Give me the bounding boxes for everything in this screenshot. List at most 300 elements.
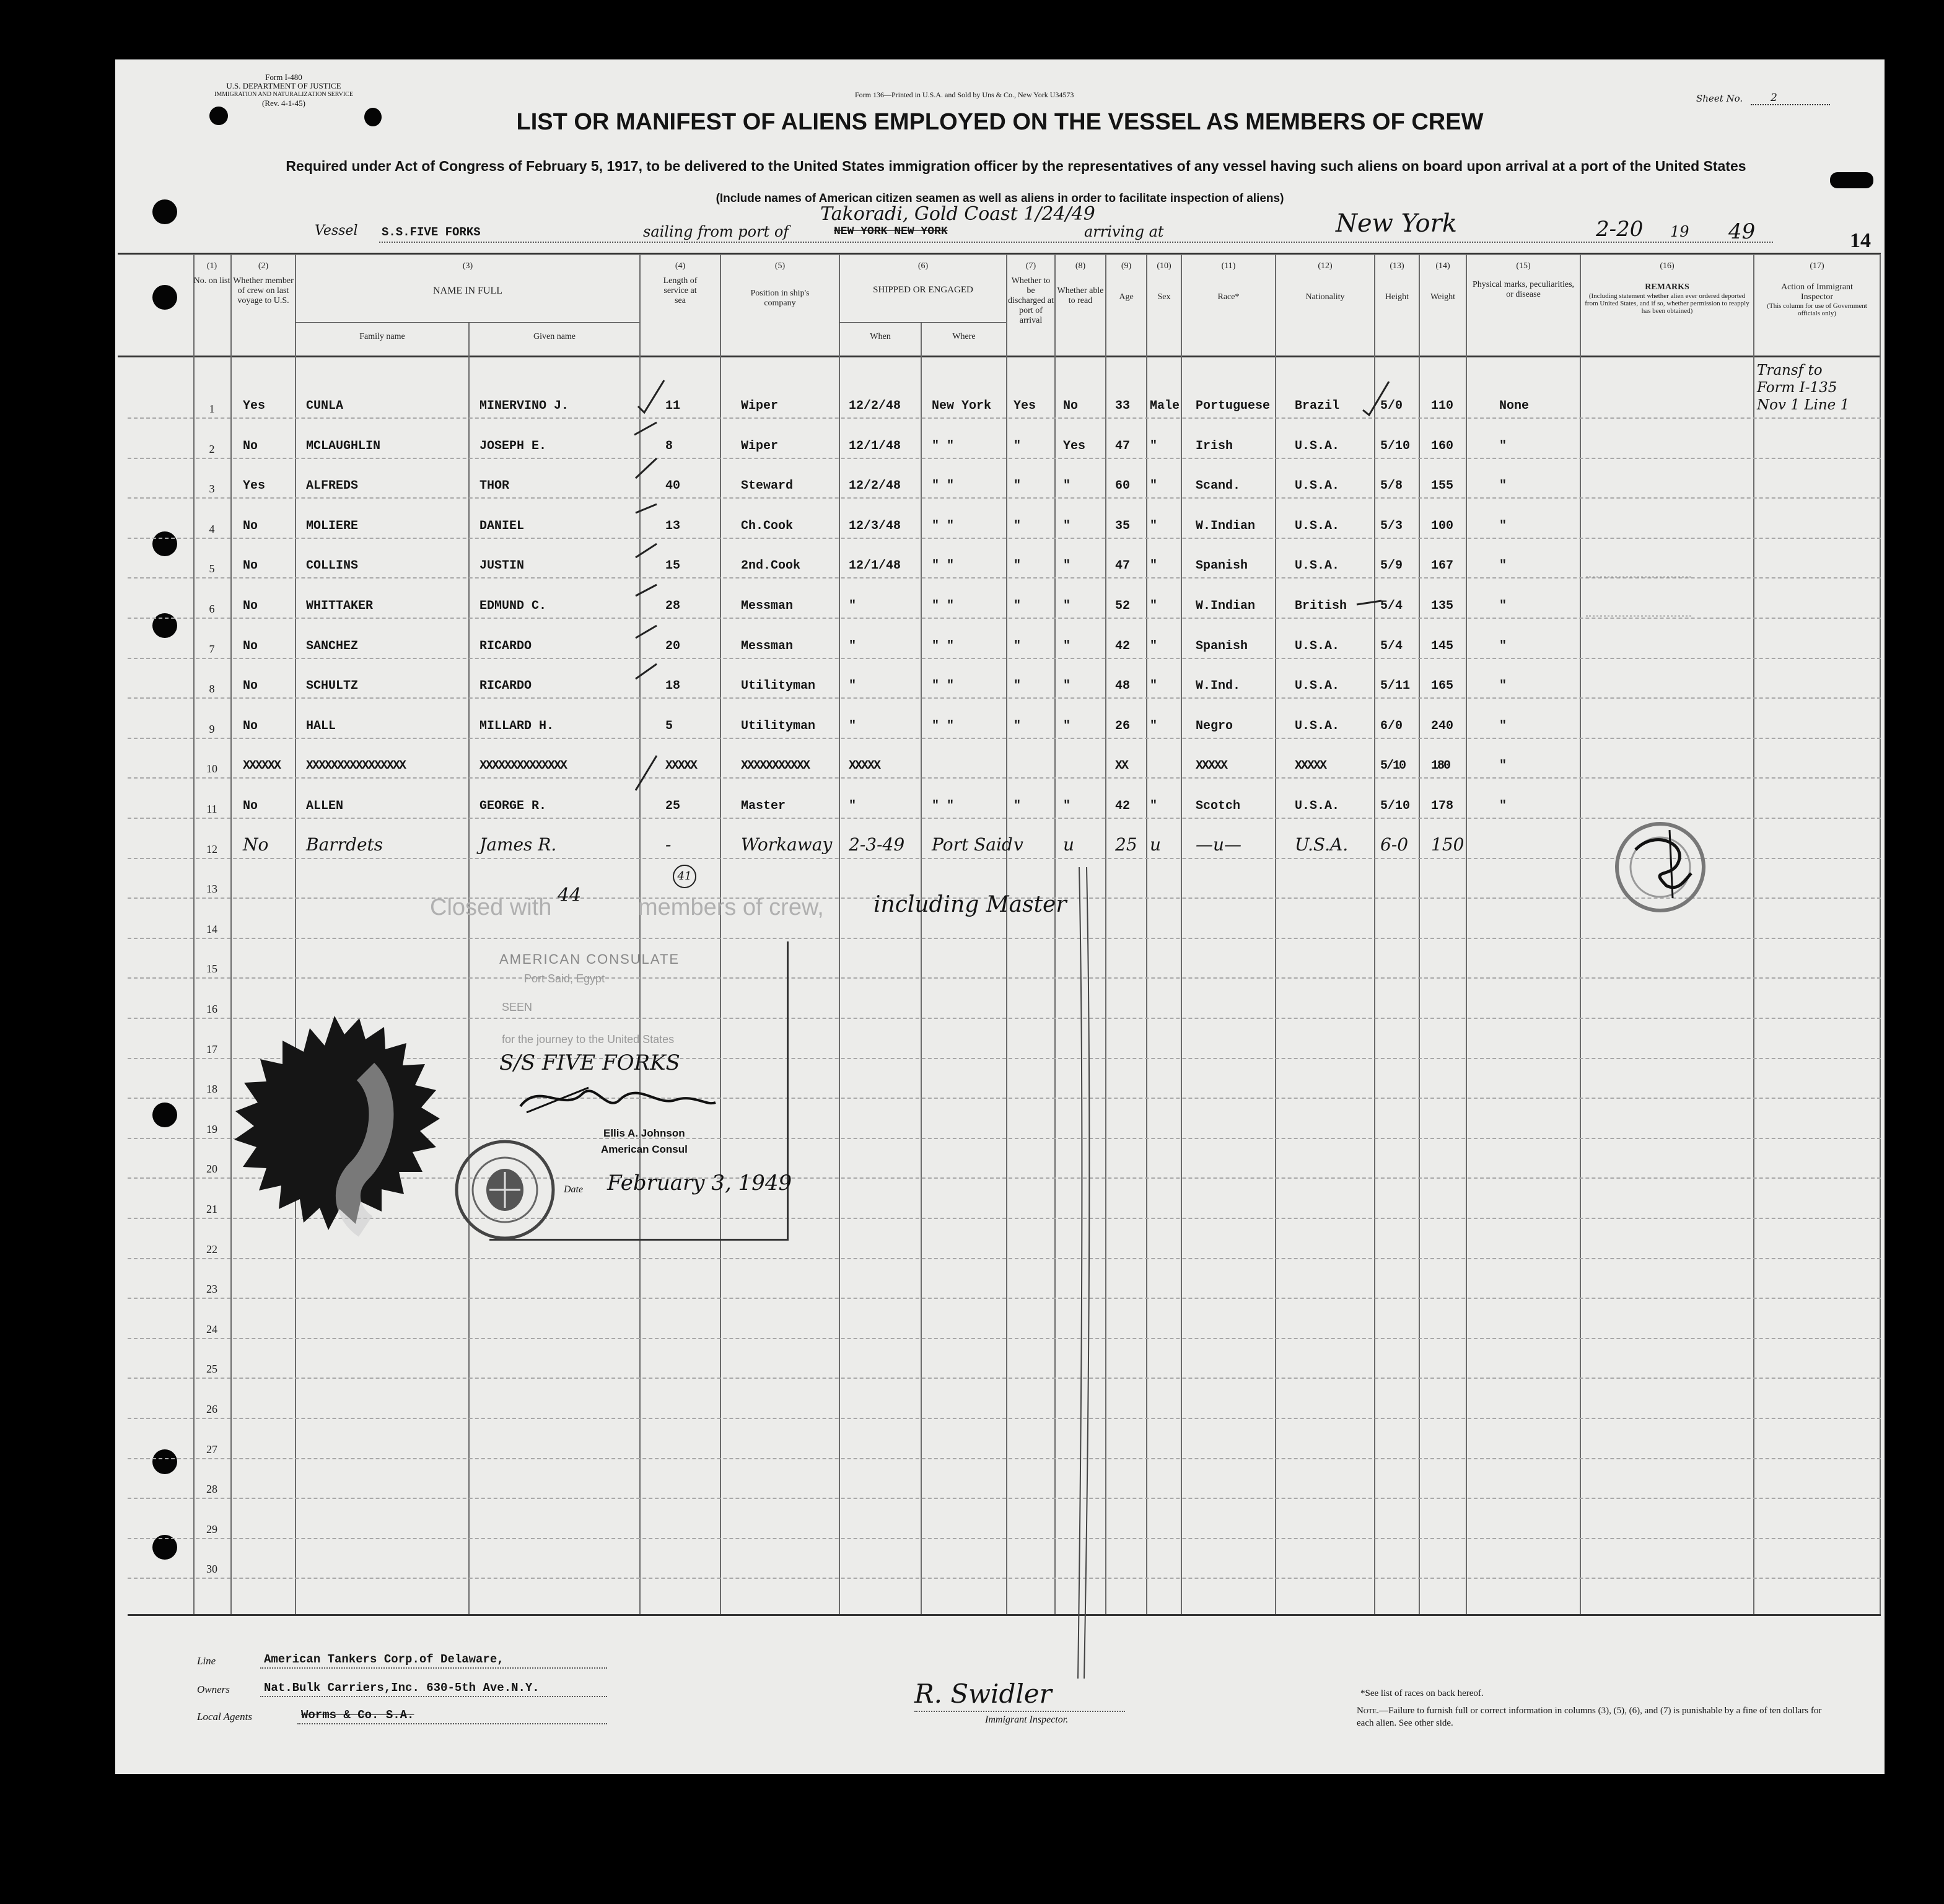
year-handwritten: 49 <box>1728 219 1756 244</box>
col-num: (4) <box>675 261 686 271</box>
discharge-cell: " <box>1014 518 1022 533</box>
family-name-cell: MCLAUGHLIN <box>306 439 381 453</box>
able-to-read-cell: " <box>1063 799 1071 813</box>
shipped-where-cell: " " <box>932 639 955 653</box>
prev-voyage-cell: Yes <box>243 399 266 413</box>
age-cell: 48 <box>1115 679 1131 694</box>
prev-voyage-cell: No <box>243 518 258 533</box>
family-name-cell: SCHULTZ <box>306 679 359 694</box>
race-cell: W.Indian <box>1196 599 1256 613</box>
note-text: —Failure to furnish full or correct information in columns (3), (5), (6), and (7) is punishable by a fine of ten dollars for each alien. See other side. <box>1357 1706 1822 1728</box>
closing-circled-count <box>673 865 696 888</box>
shipped-when-cell: " <box>849 679 857 694</box>
shipped-when-header: When <box>870 332 891 341</box>
row-ruling <box>128 1458 1881 1459</box>
row-number: 10 <box>206 762 217 775</box>
nationality-cell: British <box>1295 599 1347 613</box>
col-label: Race* <box>1217 292 1240 302</box>
row-number: 20 <box>206 1163 217 1176</box>
revision-date: (Rev. 4-1-45) <box>262 98 305 108</box>
col-num: (3) <box>462 261 473 271</box>
consulate-stamp-title: AMERICAN CONSULATE <box>499 951 680 967</box>
weight-cell: 145 <box>1431 639 1454 653</box>
position-cell: Workaway <box>741 834 833 855</box>
row-number: 7 <box>209 642 215 655</box>
row-number: 21 <box>206 1203 217 1215</box>
nationality-cell: U.S.A. <box>1295 718 1340 733</box>
physical-marks-cell: " <box>1499 639 1507 653</box>
shipped-where-cell: " " <box>932 518 955 533</box>
shipped-when-cell: 12/3/48 <box>849 518 901 533</box>
sex-cell: " <box>1150 518 1158 533</box>
prev-voyage-cell: Yes <box>243 479 266 494</box>
row-ruling <box>128 618 1881 619</box>
discharge-cell: " <box>1014 479 1022 494</box>
nationality-cell: U.S.A. <box>1295 679 1340 694</box>
able-to-read-cell: " <box>1063 639 1071 653</box>
row-ruling <box>128 538 1881 539</box>
consul-name: Ellis A. Johnson <box>603 1127 685 1139</box>
age-cell: 52 <box>1115 599 1131 613</box>
consulate-round-stamp <box>452 1131 558 1249</box>
shipped-where-cell: " " <box>932 479 955 494</box>
prev-voyage-cell: No <box>243 834 269 855</box>
age-cell: 42 <box>1115 639 1131 653</box>
race-cell: W.Indian <box>1196 518 1256 533</box>
physical-marks-cell: " <box>1499 479 1507 494</box>
family-name-cell: XXXXXXXXXXXXXXXX <box>306 759 406 774</box>
shipped-where-cell: New York <box>932 399 992 413</box>
able-to-read-cell: " <box>1063 479 1071 494</box>
height-cell: 5/4 <box>1380 599 1403 613</box>
col-num: (11) <box>1221 261 1236 271</box>
family-name-cell: Barrdets <box>306 834 383 855</box>
given-name-cell: XXXXXXXXXXXXXX <box>479 759 567 774</box>
family-name-cell: SANCHEZ <box>306 639 359 653</box>
position-cell: Steward <box>741 479 794 494</box>
col-header-9 <box>1106 261 1146 302</box>
row-number: 28 <box>206 1483 217 1496</box>
row-number: 23 <box>206 1283 217 1296</box>
discharge-cell: v <box>1014 834 1023 855</box>
height-cell: 5/10 <box>1380 799 1411 813</box>
service-length-cell: 15 <box>665 559 681 574</box>
position-cell: Wiper <box>741 399 779 413</box>
service-length-cell: 13 <box>665 518 681 533</box>
height-cell: 5/4 <box>1380 639 1403 653</box>
races-note: *See list of races on back hereof. <box>1360 1688 1484 1698</box>
col-label: SHIPPED OR ENGAGED <box>873 285 973 295</box>
page-title: LIST OR MANIFEST OF ALIENS EMPLOYED ON THE VESSEL AS MEMBERS OF CREW <box>516 109 1484 135</box>
port-handwritten: Takoradi, Gold Coast 1/24/49 <box>820 203 1095 225</box>
family-name-cell: ALLEN <box>306 799 344 813</box>
printer-line: Form 136—Printed in U.S.A. and Sold by Uns & Co., New York U34573 <box>855 90 1074 99</box>
given-name-cell: MILLARD H. <box>479 718 554 733</box>
height-cell: 5/0 <box>1380 399 1403 413</box>
prev-voyage-cell: No <box>243 799 258 813</box>
physical-marks-cell: " <box>1499 759 1506 774</box>
shipped-where-cell: " " <box>932 439 955 453</box>
weight-cell: 150 <box>1431 834 1465 855</box>
inspector-caption: Immigrant Inspector. <box>985 1714 1069 1725</box>
inspector-signature-line <box>914 1711 1125 1712</box>
row-ruling <box>128 938 1881 939</box>
service-length-cell: 11 <box>665 399 681 413</box>
department-name: U.S. DEPARTMENT OF JUSTICE <box>226 81 341 90</box>
service-length-cell: 8 <box>665 439 673 453</box>
row-ruling <box>128 1258 1881 1259</box>
page-number: 14 <box>1850 229 1871 252</box>
physical-marks-cell: " <box>1499 599 1507 613</box>
service-name: IMMIGRATION AND NATURALIZATION SERVICE <box>214 91 353 98</box>
able-to-read-cell: " <box>1063 679 1071 694</box>
col-header-10 <box>1147 261 1181 302</box>
punch-hole <box>152 1449 177 1474</box>
able-to-read-cell: Yes <box>1063 439 1086 453</box>
row-ruling <box>128 1338 1881 1339</box>
able-to-read-cell: " <box>1063 559 1071 574</box>
col-header-5 <box>721 261 839 308</box>
family-name-cell: CUNLA <box>306 399 344 413</box>
punch-hole <box>152 613 177 638</box>
prev-voyage-cell: No <box>243 599 258 613</box>
physical-marks-cell: " <box>1499 679 1507 694</box>
weight-cell: 240 <box>1431 718 1454 733</box>
col-label: Nationality <box>1305 292 1345 302</box>
race-cell: Scand. <box>1196 479 1241 494</box>
height-cell: 5/9 <box>1380 559 1403 574</box>
shipped-where-cell: " " <box>932 799 955 813</box>
row-ruling <box>128 1538 1881 1539</box>
col-header-2 <box>232 261 295 306</box>
service-length-cell: 18 <box>665 679 681 694</box>
row-ruling <box>128 497 1881 499</box>
nationality-cell: U.S.A. <box>1295 834 1349 855</box>
col-label: Age <box>1119 292 1134 302</box>
footer-line-label: Line <box>197 1655 216 1667</box>
consulate-stamp-seen: SEEN <box>502 1001 533 1013</box>
nationality-cell: U.S.A. <box>1295 518 1340 533</box>
prev-voyage-cell: No <box>243 679 258 694</box>
col-header-17 <box>1754 261 1880 317</box>
service-length-cell: XXXXX <box>665 759 697 774</box>
discharge-cell: " <box>1014 639 1022 653</box>
service-length-cell: 40 <box>665 479 681 494</box>
row-ruling <box>128 777 1881 779</box>
age-cell: 33 <box>1115 399 1131 413</box>
weight-cell: 167 <box>1431 559 1454 574</box>
col-header-12 <box>1276 261 1374 302</box>
footer-owners-value: Nat.Bulk Carriers,Inc. 630-5th Ave.N.Y. <box>264 1681 540 1695</box>
nationality-cell: XXXXX <box>1295 759 1326 774</box>
race-cell: Spanish <box>1196 639 1248 653</box>
physical-marks-cell: " <box>1499 799 1507 813</box>
shipped-when-cell: 12/2/48 <box>849 479 901 494</box>
inspector-signature: R. Swidler <box>914 1679 1052 1709</box>
sex-cell: " <box>1150 559 1158 574</box>
nationality-check-marks <box>1351 365 1412 613</box>
closing-handwritten-rest: including Master <box>873 892 1067 917</box>
nationality-cell: Brazil <box>1295 399 1340 413</box>
shipped-where-cell: " " <box>932 718 955 733</box>
col-num: (5) <box>774 261 786 271</box>
row-number: 1 <box>209 403 215 415</box>
shipped-when-cell: 12/1/48 <box>849 439 901 453</box>
form-id <box>197 73 370 108</box>
race-cell: Portuguese <box>1196 399 1271 413</box>
physical-marks-cell: " <box>1499 718 1507 733</box>
nationality-cell: U.S.A. <box>1295 559 1340 574</box>
name-subheader-line <box>295 322 639 323</box>
prev-voyage-cell: No <box>243 559 258 574</box>
col-num: (7) <box>1025 261 1036 271</box>
nationality-cell: U.S.A. <box>1295 799 1340 813</box>
service-check-marks <box>632 372 669 805</box>
row-number: 5 <box>209 562 215 575</box>
col-num: (14) <box>1435 261 1450 271</box>
row-number: 22 <box>206 1242 217 1256</box>
page-subtitle: Required under Act of Congress of February 5, 1917, to be delivered to the United States immigration officer by the representatives of any vessel having such aliens on board upon arrival at a port of the United States <box>286 158 1746 174</box>
col-label: Whether to be discharged at port of arrival <box>1008 276 1054 325</box>
given-name-header: Given name <box>533 332 576 341</box>
col-label: NAME IN FULL <box>433 286 502 296</box>
footer-owners-label: Owners <box>197 1683 230 1695</box>
closing-count-handwritten: 44 <box>558 884 582 906</box>
sex-cell: " <box>1150 718 1158 733</box>
able-to-read-cell: " <box>1063 518 1071 533</box>
col-num: (9) <box>1121 261 1132 271</box>
col-sub-note: (Including statement whether alien ever ordered deported from United States, and if so, whether permission to reapply has been obtained) <box>1585 292 1749 315</box>
row-number: 19 <box>206 1122 217 1135</box>
service-length-cell: - <box>665 834 672 855</box>
age-cell: XX <box>1115 759 1128 774</box>
row-ruling <box>128 738 1881 739</box>
sex-cell: " <box>1150 799 1158 813</box>
col-label: Sex <box>1157 292 1171 302</box>
footer-line-underline <box>260 1667 607 1669</box>
row-ruling <box>128 417 1881 419</box>
col-sub-note: (This column for use of Government officials only) <box>1767 302 1867 317</box>
sex-cell: " <box>1150 439 1158 453</box>
prev-voyage-cell: No <box>243 639 258 653</box>
age-cell: 25 <box>1115 834 1137 855</box>
physical-marks-cell: " <box>1499 518 1507 533</box>
given-name-cell: JUSTIN <box>479 559 525 574</box>
family-name-cell: ALFREDS <box>306 479 359 494</box>
col-label: Whether able to read <box>1057 286 1104 305</box>
col-num: (17) <box>1810 261 1824 271</box>
able-to-read-cell: No <box>1063 399 1079 413</box>
col-header-14 <box>1420 261 1466 302</box>
consulate-stamp-city: Port Said, Egypt <box>524 972 605 985</box>
given-name-cell: James R. <box>479 834 557 855</box>
discharge-cell: " <box>1014 439 1022 453</box>
header-bottom-border <box>118 356 1881 357</box>
shipped-where-cell: " " <box>932 679 955 694</box>
col-num: (10) <box>1157 261 1171 271</box>
col-label: REMARKS <box>1645 282 1689 292</box>
row-number: 17 <box>206 1042 217 1055</box>
discharge-cell: " <box>1014 599 1022 613</box>
family-name-header: Family name <box>359 332 405 341</box>
consul-signature <box>514 1075 719 1125</box>
consulate-date-label: Date <box>564 1184 584 1195</box>
service-length-cell: 20 <box>665 639 681 653</box>
row-number: 16 <box>206 1003 217 1015</box>
consulate-date-handwritten: February 3, 1949 <box>607 1171 792 1195</box>
position-cell: Messman <box>741 639 794 653</box>
nationality-cell: U.S.A. <box>1295 439 1340 453</box>
col-header-6 <box>840 261 1006 295</box>
col-header-15 <box>1467 261 1580 300</box>
row-ruling <box>128 1418 1881 1419</box>
height-cell: 6/0 <box>1380 718 1403 733</box>
note-label: Note. <box>1357 1706 1379 1716</box>
shipped-when-cell: " <box>849 718 857 733</box>
position-cell: Utilityman <box>741 718 816 733</box>
prev-voyage-cell: No <box>243 718 258 733</box>
footer-agents-value: Worms & Co. S.A. <box>301 1708 414 1722</box>
physical-marks-cell: None <box>1499 399 1530 413</box>
row-number: 14 <box>206 922 217 935</box>
col-label: Physical marks, peculiarities, or disease <box>1472 280 1575 299</box>
physical-marks-cell: " <box>1499 559 1507 574</box>
table-top-border <box>118 253 1881 255</box>
service-length-cell: 25 <box>665 799 681 813</box>
col-num: (6) <box>917 261 929 271</box>
col-header-4 <box>641 261 720 306</box>
service-length-cell: 5 <box>665 718 673 733</box>
row-ruling <box>128 1378 1881 1379</box>
closing-typed-rest: members of crew, <box>638 894 824 920</box>
weight-cell: 180 <box>1431 759 1450 774</box>
discharge-cell: " <box>1014 559 1022 574</box>
punch-hole <box>152 1103 177 1127</box>
shipped-when-cell: 2-3-49 <box>849 834 905 855</box>
age-cell: 26 <box>1115 718 1131 733</box>
sheet-underline <box>1751 104 1830 105</box>
shipped-when-cell: " <box>849 639 857 653</box>
row-number: 12 <box>206 842 217 855</box>
row-number: 27 <box>206 1443 217 1456</box>
consul-title: American Consul <box>601 1143 688 1155</box>
inspector-action-note <box>1757 362 1849 414</box>
inspector-note-line: Form I-135 <box>1757 380 1837 396</box>
row-ruling <box>128 1578 1881 1579</box>
col-label: Action of Immigrant Inspector <box>1781 282 1853 302</box>
col-label: Weight <box>1430 292 1456 302</box>
footer-line-value: American Tankers Corp.of Delaware, <box>264 1653 504 1666</box>
col-num: (1) <box>206 261 217 271</box>
row-number: 4 <box>209 522 215 535</box>
race-cell: Irish <box>1196 439 1233 453</box>
remarks-faint-stamp <box>1586 576 1691 617</box>
position-cell: Messman <box>741 599 794 613</box>
col-label: Length of service at sea <box>663 276 698 305</box>
prev-voyage-cell: No <box>243 439 258 453</box>
able-to-read-cell: " <box>1063 599 1071 613</box>
form-number: Form I-480 <box>265 72 302 82</box>
row-number: 29 <box>206 1522 217 1535</box>
page-note: (Include names of American citizen seamen as well as aliens in order to facilitate inspection of aliens) <box>716 192 1284 205</box>
col-label: Position in ship's company <box>750 289 810 308</box>
age-cell: 42 <box>1115 799 1131 813</box>
position-cell: Utilityman <box>741 679 816 694</box>
inspector-seal <box>1611 805 1710 929</box>
vessel-underline <box>379 242 1773 243</box>
position-cell: 2nd.Cook <box>741 559 801 574</box>
col-header-8 <box>1056 261 1105 306</box>
row-ruling <box>128 658 1881 659</box>
sex-cell: Male <box>1150 399 1180 413</box>
sex-cell: " <box>1150 639 1158 653</box>
col-num: (15) <box>1516 261 1531 271</box>
sailing-label: sailing from port of <box>643 223 789 240</box>
nationality-cell: U.S.A. <box>1295 479 1340 494</box>
row-ruling <box>128 1298 1881 1299</box>
race-cell: —u— <box>1196 834 1242 855</box>
weight-cell: 178 <box>1431 799 1454 813</box>
col-num: (16) <box>1660 261 1675 271</box>
given-name-cell: JOSEPH E. <box>479 439 547 453</box>
punch-hole <box>152 285 177 310</box>
arriving-label: arriving at <box>1084 223 1164 240</box>
discharge-cell: " <box>1014 799 1022 813</box>
inspector-note-line: Nov 1 Line 1 <box>1757 397 1850 413</box>
height-cell: 5/10 <box>1380 759 1406 774</box>
weight-cell: 160 <box>1431 439 1454 453</box>
col-header-11 <box>1182 261 1275 302</box>
row-number: 6 <box>209 603 215 615</box>
row-number: 24 <box>206 1322 217 1335</box>
height-cell: 5/3 <box>1380 518 1403 533</box>
col-header-1 <box>193 261 230 286</box>
port-typed: NEW YORK NEW YORK <box>834 225 948 238</box>
col-label: Height <box>1385 292 1409 302</box>
age-cell: 35 <box>1115 518 1131 533</box>
row-number: 18 <box>206 1083 217 1096</box>
inspector-note-line: Transf to <box>1757 362 1823 378</box>
weight-cell: 155 <box>1431 479 1454 494</box>
race-cell: Scotch <box>1196 799 1241 813</box>
given-name-cell: MINERVINO J. <box>479 399 569 413</box>
punch-hole <box>152 531 177 556</box>
given-name-cell: THOR <box>479 479 510 494</box>
arrival-date-handwritten: 2-20 <box>1596 217 1644 242</box>
shipped-subheader-line <box>839 322 1006 323</box>
col-num: (8) <box>1075 261 1086 271</box>
row-number: 26 <box>206 1403 217 1415</box>
footer-agents-label: Local Agents <box>197 1711 252 1723</box>
shipped-where-cell: " " <box>932 559 955 574</box>
shipped-when-cell: 12/2/48 <box>849 399 901 413</box>
discharge-cell: " <box>1014 718 1022 733</box>
sex-cell: u <box>1150 834 1162 855</box>
col-divider <box>468 322 470 1614</box>
height-cell: 5/10 <box>1380 439 1411 453</box>
position-cell: Wiper <box>741 439 779 453</box>
shipped-when-cell: " <box>849 799 857 813</box>
age-cell: 47 <box>1115 439 1131 453</box>
given-name-cell: RICARDO <box>479 639 532 653</box>
row-number: 3 <box>209 483 215 496</box>
row-ruling <box>128 1498 1881 1499</box>
shipped-where-cell: Port Said <box>932 834 1013 855</box>
nationality-cell: U.S.A. <box>1295 639 1340 653</box>
age-cell: 47 <box>1115 559 1131 574</box>
family-name-cell: COLLINS <box>306 559 359 574</box>
arriving-port-handwritten: New York <box>1336 209 1457 238</box>
